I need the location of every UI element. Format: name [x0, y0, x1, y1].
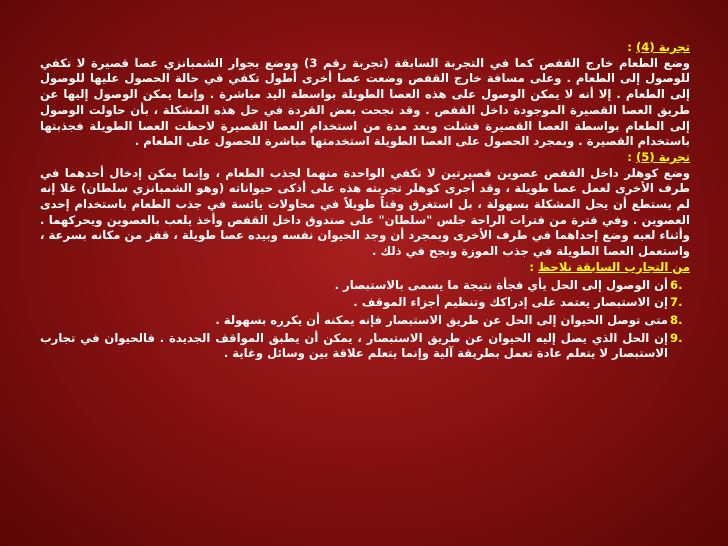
finding-text: إن الاستبصار يعتمد على إدراكك وتنظيم أجزاء الموقف . [353, 295, 668, 310]
findings-colon: : [529, 259, 539, 274]
experiment-5-text: وضع كوهلر داخل القفص عصوين قصيرتين لا تكفي الواحدة منهما لجذب الطعام ، وإنما يمكن إدخال أحدهما في طرف الأخرى لعمل عصا طويلة ، وقد أجرى كوهلر تجربته هذه على أذكى حيواناته (وهو الشمبانزي سلطان) غلا إنه لم يستطع أن يحل المشكلة بسهولة ، بل استغرق وقتاً طويلاً في محاولات يائسة في جذب الطعام باستخدام إحدى العصوين . وفي فترة من فترات الراحة جلس "سلطان" على صندوق داخل القفص وأخذ يلعب بالعصوين ويحركهما . وأثناء لعبه وضع إحداهما في طرف الأخرى وبمجرد أن وجد الحيوان نفسه وبيده عصا طويلة ، قفز من مكانه بسرعة ، واستعمل العصا الطويلة في جذب الموزة ونجح في ذلك . [40, 165, 690, 259]
experiment-5-title: تجربة (5) [635, 149, 690, 164]
experiment-4-text: وضع الطعام خارج القفص كما في التجربة السابقة (تجربة رقم 3) ووضع بجوار الشمبانزي عصا قصيرة لا تكفي للوصول إلى الطعام . وعلى مسافة خارج القفص وضعت عصا أخرى أطول تكفي في حالة الحصول عليها للوصول إلى الطعام . إلا أنه لا يمكن الوصول على هذه العصا الطويلة بواسطة اليد مباشرة . وإنما يمكن الوصول إليها عن طريق العصا القصيرة الموجودة داخل القفص . وقد نجحت بعض القردة في حل هذه المشكلة ، بأن حاولت الوصول إلى الطعام بواسطة العصا القصيرة فشلت وبعد مدة من استخدام العصا القصيرة لاحظت العصا الطويلة فجذبتها باستخدام القصيرة . وبمجرد الحصول على العصا الطويلة استخدمتها مباشرة للحصول على الطعام . [40, 55, 690, 149]
finding-number: 8. [670, 312, 683, 327]
finding-number: 9. [670, 330, 683, 345]
experiment-4-heading [40, 40, 690, 56]
finding-text: متى توصل الحيوان إلى الحل عن طريق الاستبصار فإنه يمكنه أن يكرره بسهولة . [215, 312, 668, 327]
finding-text: إن الحل الذي يصل إليه الحيوان عن طريق الاستبصار ، يمكن أن يطبق المواقف الجديدة . فالحيوان في تجارب الاستبصار لا يتعلم عادة تعمل بطريقة آلية وإنما يتعلم علاقة بين وسائل وغاية . [40, 330, 668, 361]
experiment-5-heading [40, 150, 690, 166]
experiment-4-body [40, 56, 690, 150]
experiment-5-body [40, 166, 690, 260]
findings-list [40, 278, 690, 363]
finding-item [40, 295, 683, 311]
finding-text: أن الوصول إلى الحل يأي فجأة نتيجة ما يسمى بالاستبصار . [334, 277, 668, 292]
experiment-4-title: تجربة (4) [635, 40, 690, 54]
finding-number: 6. [670, 277, 683, 292]
experiment-5-colon: : [627, 149, 636, 164]
finding-item [40, 277, 683, 294]
experiment-4-colon: : [627, 40, 636, 54]
finding-item [40, 330, 683, 362]
slide-content [40, 40, 690, 364]
finding-item [40, 312, 683, 329]
finding-number: 7. [670, 295, 683, 310]
findings-title: من التجارب السابقة نلاحظ [538, 259, 690, 274]
findings-heading [40, 260, 690, 276]
